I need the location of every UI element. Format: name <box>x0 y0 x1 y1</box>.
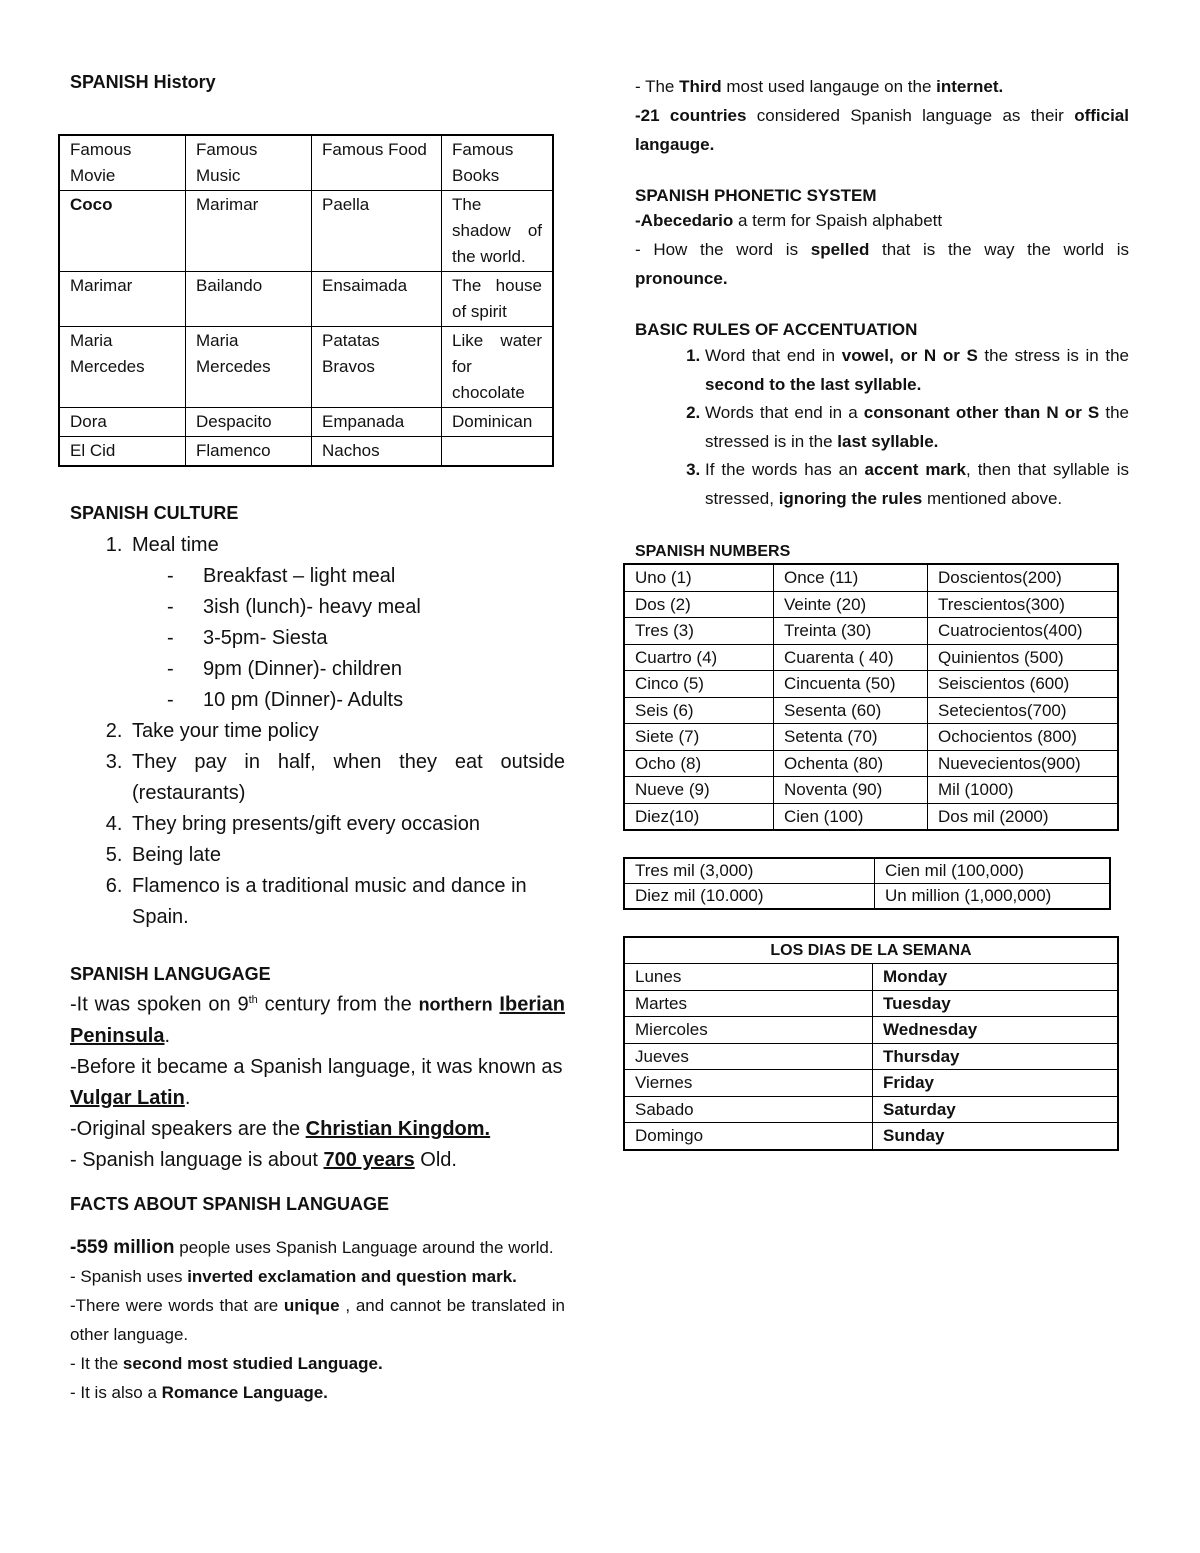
table-cell: Diez(10) <box>624 803 774 830</box>
language-line-3 <box>70 1114 565 1145</box>
text: ignoring the rules <box>778 488 923 508</box>
text: If the words has an <box>705 460 865 479</box>
day-english: Sunday <box>873 1123 1119 1150</box>
culture-item: 4. They bring presents/gift every occasion <box>128 809 565 840</box>
table-cell: Noventa (90) <box>774 777 928 804</box>
day-spanish: Viernes <box>624 1070 873 1097</box>
table-row <box>624 964 1118 991</box>
days-body <box>624 964 1118 1150</box>
header-cell: Famous Music <box>186 135 312 191</box>
table-cell: Setenta (70) <box>774 724 928 751</box>
text: -21 countries <box>635 106 747 125</box>
table-row <box>624 1070 1118 1097</box>
table-cell: The house of spirit <box>442 272 554 327</box>
table-cell: Like water for chocolate <box>442 327 554 408</box>
text: - How the word is <box>635 240 811 259</box>
text: -559 million <box>70 1236 175 1258</box>
phonetic-line-2 <box>635 235 1129 293</box>
famous-table <box>58 134 554 467</box>
table-row <box>624 777 1118 804</box>
text: Word that end in <box>705 346 842 365</box>
text: a term for Spaish alphabett <box>733 211 943 230</box>
table-row <box>59 327 553 408</box>
table-cell: Un million (1,000,000) <box>875 884 1111 910</box>
text: century from the <box>257 993 419 1016</box>
day-english: Monday <box>873 964 1119 991</box>
text: - Spanish uses <box>70 1266 188 1286</box>
text: accent mark <box>864 460 967 479</box>
table-cell: Nachos <box>312 437 442 467</box>
table-cell: Siete (7) <box>624 724 774 751</box>
text: consonant other than N or S <box>863 403 1100 422</box>
facts-title: FACTS ABOUT SPANISH LANGUAGE <box>70 1193 390 1214</box>
table-row <box>59 272 553 327</box>
700-years-link: 700 years <box>323 1148 415 1171</box>
table-row <box>59 437 553 467</box>
text: considered Spanish language as their <box>746 106 1075 125</box>
table-cell: Seiscientos (600) <box>928 671 1119 698</box>
meal-item: - 3-5pm- Siesta <box>167 623 565 654</box>
table-cell: Cien (100) <box>774 803 928 830</box>
culture-list <box>58 530 565 933</box>
table-cell: Ensaimada <box>312 272 442 327</box>
table-cell: Cuarenta ( 40) <box>774 644 928 671</box>
table-cell: Dora <box>59 408 186 437</box>
table-row <box>624 1017 1118 1044</box>
table-cell: Coco <box>59 191 186 272</box>
text: the stress is in the <box>977 346 1129 365</box>
text: . <box>164 1024 171 1047</box>
table-header-row <box>59 135 553 191</box>
header-cell: Famous Books <box>442 135 554 191</box>
table-cell: Maria Mercedes <box>59 327 186 408</box>
christian-kingdom-link: Christian Kingdom. <box>305 1117 491 1140</box>
text: second most studied Language. <box>122 1353 383 1373</box>
table-cell: Uno (1) <box>624 564 774 591</box>
text: people uses Spanish Language around the world. <box>174 1237 554 1257</box>
fact-5 <box>70 1378 565 1407</box>
accent-rule <box>705 456 1129 513</box>
header-cell: Famous Food <box>312 135 442 191</box>
day-english: Thursday <box>873 1043 1119 1070</box>
table-row <box>624 697 1118 724</box>
meal-list <box>132 561 565 716</box>
table-cell: Quinientos (500) <box>928 644 1119 671</box>
day-english: Tuesday <box>873 990 1119 1017</box>
superscript: th <box>248 994 258 1006</box>
text: most used langauge on the <box>721 77 937 96</box>
meal-item: - 3ish (lunch)- heavy meal <box>167 592 565 623</box>
text: Romance Language. <box>161 1382 328 1402</box>
fact-2 <box>70 1262 565 1291</box>
phonetic-title: SPANISH PHONETIC SYSTEM <box>635 186 877 205</box>
table-cell: Cuatrocientos(400) <box>928 618 1119 645</box>
table-cell: Setecientos(700) <box>928 697 1119 724</box>
culture-item <box>128 530 565 716</box>
day-english: Wednesday <box>873 1017 1119 1044</box>
meal-item: - 9pm (Dinner)- children <box>167 654 565 685</box>
day-english: Friday <box>873 1070 1119 1097</box>
accent-rule <box>705 399 1129 456</box>
table-cell: Trescientos(300) <box>928 591 1119 618</box>
day-spanish: Martes <box>624 990 873 1017</box>
accent-title: BASIC RULES OF ACCENTUATION <box>635 320 918 339</box>
text: - It the <box>70 1353 123 1373</box>
phonetic-line-1 <box>635 206 1129 235</box>
text: pronounce. <box>635 269 728 288</box>
facts-section <box>70 1233 565 1407</box>
table-cell <box>442 437 554 467</box>
text: second to the last syllable. <box>705 374 922 394</box>
text: vowel, or N or S <box>841 346 978 365</box>
table-cell: Doscientos(200) <box>928 564 1119 591</box>
numbers-title: SPANISH NUMBERS <box>635 543 791 560</box>
text: -Abecedario <box>635 211 734 230</box>
text: official langauge. <box>635 106 1129 154</box>
text: last syllable. <box>837 431 939 451</box>
text: northern <box>418 994 493 1015</box>
table-cell: Empanada <box>312 408 442 437</box>
text: - It is also a <box>70 1382 162 1402</box>
table-row <box>624 724 1118 751</box>
header-cell: Famous Movie <box>59 135 186 191</box>
table-cell: Ochocientos (800) <box>928 724 1119 751</box>
day-spanish: Lunes <box>624 964 873 991</box>
text: unique <box>283 1295 340 1315</box>
language-line-2 <box>70 1052 565 1114</box>
meal-time-label: Meal time <box>132 534 219 556</box>
text: - Spanish language is about <box>70 1148 324 1171</box>
text: -Before it became a Spanish language, it was known as <box>70 1055 563 1078</box>
language-title: SPANISH LANGUGAGE <box>70 964 271 984</box>
table-cell: Once (11) <box>774 564 928 591</box>
language-section <box>70 985 565 1176</box>
table-cell: Mil (1000) <box>928 777 1119 804</box>
text: mentioned above. <box>922 488 1063 508</box>
text: that is the way the world is <box>869 240 1130 259</box>
culture-item: 3. They pay in half, when they eat outside (restaurants) <box>128 747 565 809</box>
day-spanish: Miercoles <box>624 1017 873 1044</box>
day-spanish: Domingo <box>624 1123 873 1150</box>
table-cell: The shadow of the world. <box>442 191 554 272</box>
countries-line <box>635 101 1129 159</box>
table-cell: Tres mil (3,000) <box>624 858 875 884</box>
table-cell: Diez mil (10.000) <box>624 884 875 910</box>
table-row <box>624 1043 1118 1070</box>
table-cell: Ochenta (80) <box>774 750 928 777</box>
table-cell: Dos mil (2000) <box>928 803 1119 830</box>
table-cell: Nuevecientos(900) <box>928 750 1119 777</box>
table-cell: Dominican <box>442 408 554 437</box>
table-cell: Nueve (9) <box>624 777 774 804</box>
table-cell: Bailando <box>186 272 312 327</box>
table-row <box>624 1123 1118 1150</box>
internet-line <box>635 72 1129 101</box>
fact-3 <box>70 1291 565 1349</box>
language-line-4 <box>70 1145 565 1176</box>
table-cell: Ocho (8) <box>624 750 774 777</box>
table-row <box>624 1096 1118 1123</box>
table-cell: Marimar <box>59 272 186 327</box>
text: , and cannot be translated in other language. <box>70 1295 566 1344</box>
table-cell: Maria Mercedes <box>186 327 312 408</box>
table-row <box>624 591 1118 618</box>
accent-rules <box>635 342 1129 513</box>
culture-title: SPANISH CULTURE <box>70 503 239 523</box>
big-numbers-table <box>623 857 1111 910</box>
day-spanish: Jueves <box>624 1043 873 1070</box>
table-row <box>624 803 1118 830</box>
table-row <box>624 671 1118 698</box>
table-cell: Seis (6) <box>624 697 774 724</box>
numbers-table <box>623 563 1119 831</box>
table-cell: Tres (3) <box>624 618 774 645</box>
culture-item: 2. Take your time policy <box>128 716 565 747</box>
meal-item: - Breakfast – light meal <box>167 561 565 592</box>
text: , then that syllable is stressed, <box>705 460 1129 508</box>
text: Old. <box>414 1148 457 1171</box>
table-row <box>59 191 553 272</box>
text: . <box>184 1086 191 1109</box>
culture-item: 6. Flamenco is a traditional music and dance in Spain. <box>128 871 565 933</box>
text: -Original speakers are the <box>70 1117 306 1140</box>
day-spanish: Sabado <box>624 1096 873 1123</box>
table-cell: Cien mil (100,000) <box>875 858 1111 884</box>
text: inverted exclamation and question mark. <box>187 1266 517 1286</box>
table-row <box>624 644 1118 671</box>
history-title: SPANISH History <box>70 72 216 92</box>
table-row <box>624 884 1110 910</box>
text: - The <box>635 77 680 96</box>
table-cell: Cuartro (4) <box>624 644 774 671</box>
table-cell: Veinte (20) <box>774 591 928 618</box>
table-cell: Cinco (5) <box>624 671 774 698</box>
text: Third <box>679 77 722 96</box>
text: the stressed is in the <box>705 403 1130 451</box>
language-line-1 <box>70 985 565 1052</box>
table-row <box>624 858 1110 884</box>
days-header-row <box>624 937 1118 964</box>
text: -There were words that are <box>70 1295 284 1315</box>
table-cell: Treinta (30) <box>774 618 928 645</box>
table-row <box>624 990 1118 1017</box>
meal-item: - 10 pm (Dinner)- Adults <box>167 685 565 716</box>
text: internet. <box>936 77 1004 96</box>
day-english: Saturday <box>873 1096 1119 1123</box>
table-row <box>624 750 1118 777</box>
table-cell: El Cid <box>59 437 186 467</box>
table-cell: Marimar <box>186 191 312 272</box>
table-cell: Dos (2) <box>624 591 774 618</box>
culture-item: 5. Being late <box>128 840 565 871</box>
table-cell: Patatas Bravos <box>312 327 442 408</box>
right-column <box>635 72 1129 1151</box>
table-cell: Sesenta (60) <box>774 697 928 724</box>
text: -It was spoken on 9 <box>70 993 249 1016</box>
days-table <box>623 936 1119 1151</box>
fact-4 <box>70 1349 565 1378</box>
text: spelled <box>810 240 870 259</box>
vulgar-latin-link: Vulgar Latin <box>70 1086 185 1109</box>
table-row <box>59 408 553 437</box>
text: Words that end in a <box>705 403 864 422</box>
table-cell: Flamenco <box>186 437 312 467</box>
accent-rule <box>705 342 1129 399</box>
table-cell: Despacito <box>186 408 312 437</box>
table-row <box>624 618 1118 645</box>
fact-1 <box>70 1233 565 1262</box>
table-row <box>624 564 1118 591</box>
table-cell: Cincuenta (50) <box>774 671 928 698</box>
table-cell: Paella <box>312 191 442 272</box>
days-title: LOS DIAS DE LA SEMANA <box>624 937 1118 964</box>
left-column <box>70 72 565 1407</box>
iberian-peninsula-link: Iberian Peninsula <box>70 993 565 1047</box>
numbers-body <box>624 564 1118 830</box>
